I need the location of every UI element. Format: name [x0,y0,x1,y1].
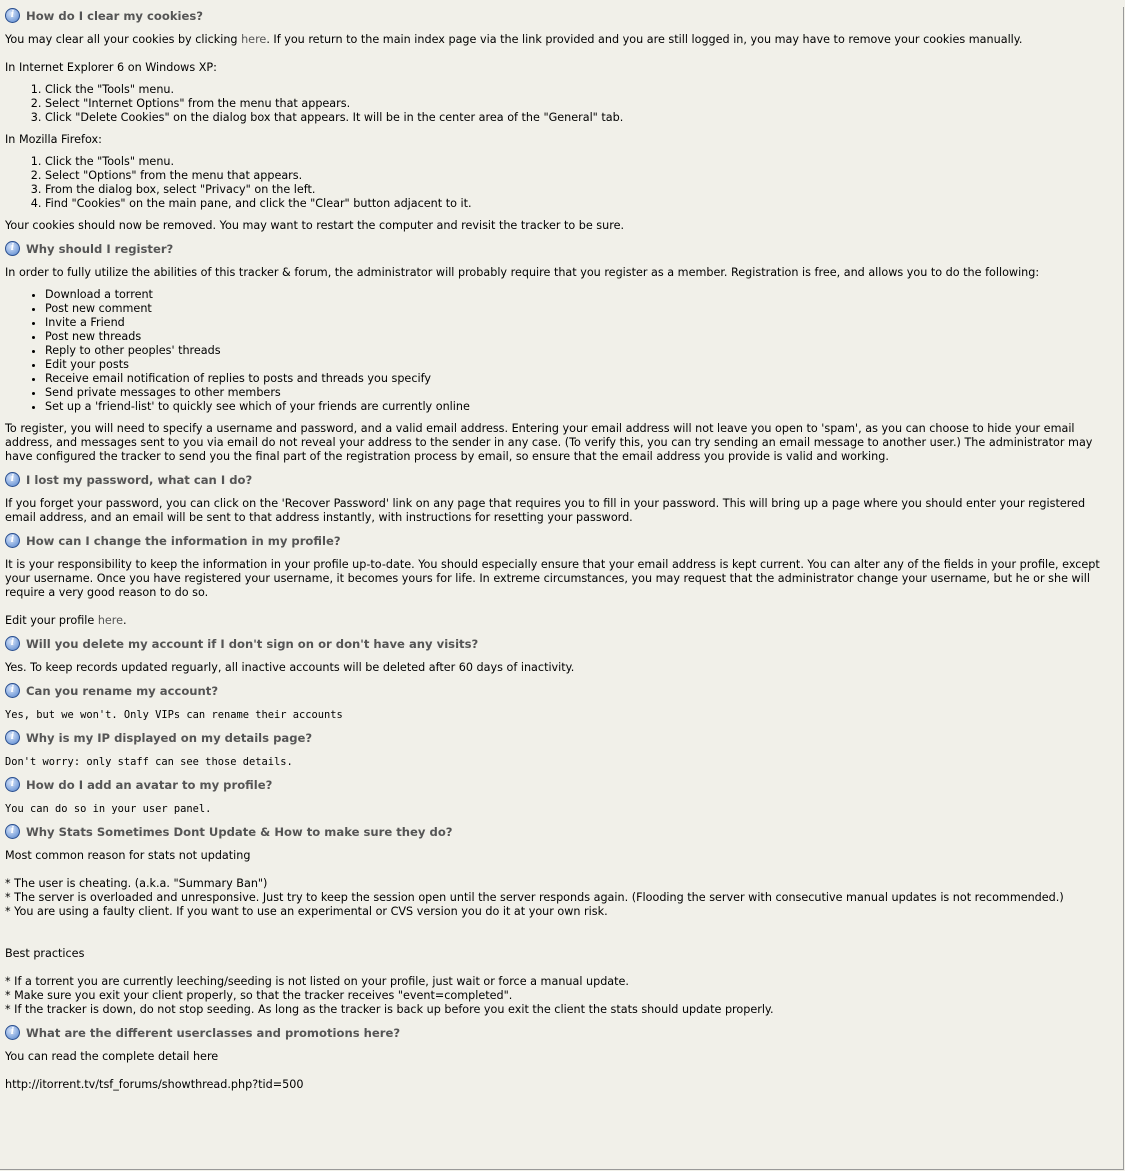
stats-intro: Most common reason for stats not updating [5,849,251,862]
text: You may clear all your cookies by clicking [5,33,242,46]
page-frame [0,7,1124,1170]
list-item: 2. Select "Options" from the menu that appears. [45,169,1119,183]
list-item: • Post new threads [45,330,1119,344]
userclasses-url: http://itorrent.tv/tsf_forums/showthread.php?tid=500 [5,1078,304,1091]
userclasses-answer: You can read the complete detail here [5,1050,219,1063]
ip-answer: Don't worry: only staff can see those details. [5,756,293,768]
question-text: Why is my IP displayed on my details page? [26,730,313,745]
text: . If you return to the main index page via the link provided and you are still logged in, you may have to remove your cookies manually. [266,33,1023,46]
avatar-answer: You can do so in your user panel. [5,803,212,815]
list-item: * Make sure you exit your client properly, so that the tracker receives "event=completed". [5,989,513,1002]
ie-heading: In Internet Explorer 6 on Windows XP: [5,61,217,74]
question-text: What are the different userclasses and promotions here? [26,1025,401,1040]
list-item: • Download a torrent [45,288,1119,302]
question-text: Will you delete my account if I don't sign on or don't have any visits? [26,636,479,651]
list-item: 1. Click the "Tools" menu. [45,83,1119,97]
list-item: * The server is overloaded and unresponsive. Just try to keep the session open until the server responds again. (Flooding the server with consecutive manual updates is not recommended.) [5,891,1064,904]
register-outro: To register, you will need to specify a username and password, and a valid email address. Entering your email address will not leave you open to 'spam', as you can choose to hide your email address, and messages sent to you via email do not reveal your address to the sender in any case. (To verify this, you can try sending an email message to another user.) The administrator may have configured the tracker to send you the final part of the registration process by email, so ensure that the email address you provide is valid and working. [5,422,1093,463]
question-text: How do I clear my cookies? [26,8,204,23]
cookies-outro: Your cookies should now be removed. You may want to restart the computer and revisit the tracker to be sure. [5,219,625,232]
list-item: • Set up a 'friend-list' to quickly see which of your friends are currently online [45,400,1119,414]
question-text: Why Stats Sometimes Dont Update & How to make sure they do? [26,824,453,839]
delete-answer: Yes. To keep records updated reguarly, all inactive accounts will be deleted after 60 days of inactivity. [5,661,575,674]
list-item: 1. Click the "Tools" menu. [45,155,1119,169]
clear-cookies-link[interactable]: here [241,33,267,46]
list-item: • Invite a Friend [45,316,1119,330]
firefox-heading: In Mozilla Firefox: [5,133,102,146]
question-text: I lost my password, what can I do? [26,472,253,487]
rename-answer: Yes, but we won't. Only VIPs can rename their accounts [5,709,343,721]
info-icon: i [5,683,20,698]
info-icon: i [5,8,20,23]
list-item: • Receive email notification of replies to posts and threads you specify [45,372,1119,386]
edit-profile-link[interactable]: here [97,614,124,627]
list-item: • Edit your posts [45,358,1119,372]
best-practices-heading: Best practices [5,947,85,960]
list-item: * The user is cheating. (a.k.a. "Summary Ban") [5,877,268,890]
list-item: • Send private messages to other members [45,386,1119,400]
register-intro: In order to fully utilize the abilities of this tracker & forum, the administrator will probably require that you register as a member. Registration is free, and allows you to do the following: [5,266,1040,279]
info-icon: i [5,730,20,745]
info-icon: i [5,824,20,839]
question-text: How can I change the information in my profile? [26,533,341,548]
info-icon: i [5,472,20,487]
list-item: * If a torrent you are currently leeching/seeding is not listed on your profile, just wait or force a manual update. [5,975,629,988]
question-text: Can you rename my account? [26,683,219,698]
info-icon: i [5,1025,20,1040]
info-icon: i [5,777,20,792]
text: Edit your profile [5,614,98,627]
password-answer: If you forget your password, you can click on the 'Recover Password' link on any page that requires you to fill in your password. This will bring up a page where you should enter your registered email address, and an email will be sent to that address instantly, with instructions for resetting your password. [5,497,1086,524]
list-item: 3. From the dialog box, select "Privacy" on the left. [45,183,1119,197]
list-item: • Post new comment [45,302,1119,316]
list-item: • Reply to other peoples' threads [45,344,1119,358]
text: . [123,614,127,627]
info-icon: i [5,241,20,256]
list-item: * You are using a faulty client. If you want to use an experimental or CVS version you do it at your own risk. [5,905,608,918]
list-item: 3. Click "Delete Cookies" on the dialog box that appears. It will be in the center area of the "General" tab. [45,111,1119,125]
profile-answer: It is your responsibility to keep the information in your profile up-to-date. You should especially ensure that your email address is kept current. You can alter any of the fields in your profile, except your username. Once you have registered your username, it becomes yours for life. In extreme circumstances, you may request that the administrator change your username, but he or she will require a very good reason to do so. [5,558,1100,599]
info-icon: i [5,636,20,651]
list-item: 2. Select "Internet Options" from the menu that appears. [45,97,1119,111]
question-text: Why should I register? [26,241,174,256]
question-text: How do I add an avatar to my profile? [26,777,273,792]
list-item: 4. Find "Cookies" on the main pane, and click the "Clear" button adjacent to it. [45,197,1119,211]
list-item: * If the tracker is down, do not stop seeding. As long as the tracker is back up before you exit the client the stats should update properly. [5,1003,774,1016]
info-icon: i [5,533,20,548]
